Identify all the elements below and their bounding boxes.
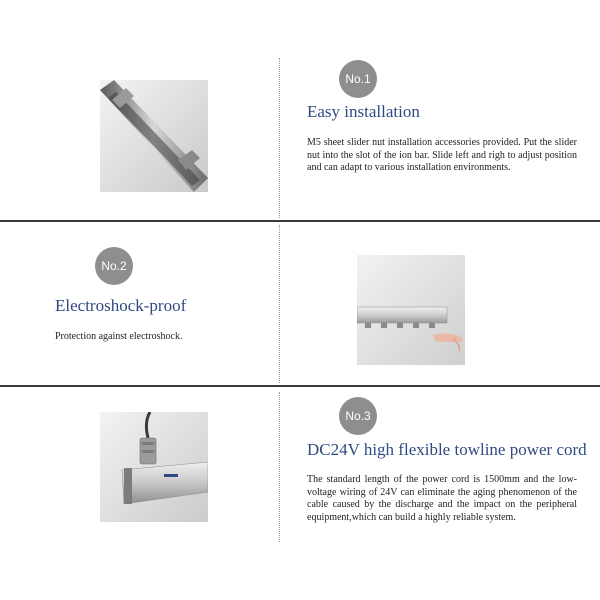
feature-badge-2: No.2 <box>95 247 133 285</box>
ion-bar-hand-photo <box>357 255 465 365</box>
feature-title-2: Electroshock-proof <box>55 296 187 315</box>
feature-description-1: M5 sheet slider nut installation accessories provided. Put the slider nut into the slot of the ion bar. Slide left and righ to adjust position and can adapt to various installation environments. <box>307 137 577 173</box>
feature-badge-1: No.1 <box>339 60 377 98</box>
power-cord-connector-photo <box>100 412 208 522</box>
section-divider-1 <box>0 220 600 222</box>
feature-title-3: DC24V high flexible towline power cord <box>307 440 587 459</box>
slider-rail-photo <box>100 80 208 192</box>
feature-badge-3: No.3 <box>339 397 377 435</box>
section-divider-2 <box>0 385 600 387</box>
feature-description-2: Protection against electroshock. <box>55 331 183 342</box>
feature-title-1: Easy installation <box>307 102 420 121</box>
vertical-divider-1 <box>279 58 280 218</box>
vertical-divider-2 <box>279 225 280 383</box>
feature-description-3: The standard length of the power cord is 1500mm and the low-voltage wiring of 24V can eliminate the aging phenomenon of the cable caused by the discharge and the impact on the peripheral equipment,which can build a highly reliable system. <box>307 474 577 523</box>
vertical-divider-3 <box>279 392 280 542</box>
